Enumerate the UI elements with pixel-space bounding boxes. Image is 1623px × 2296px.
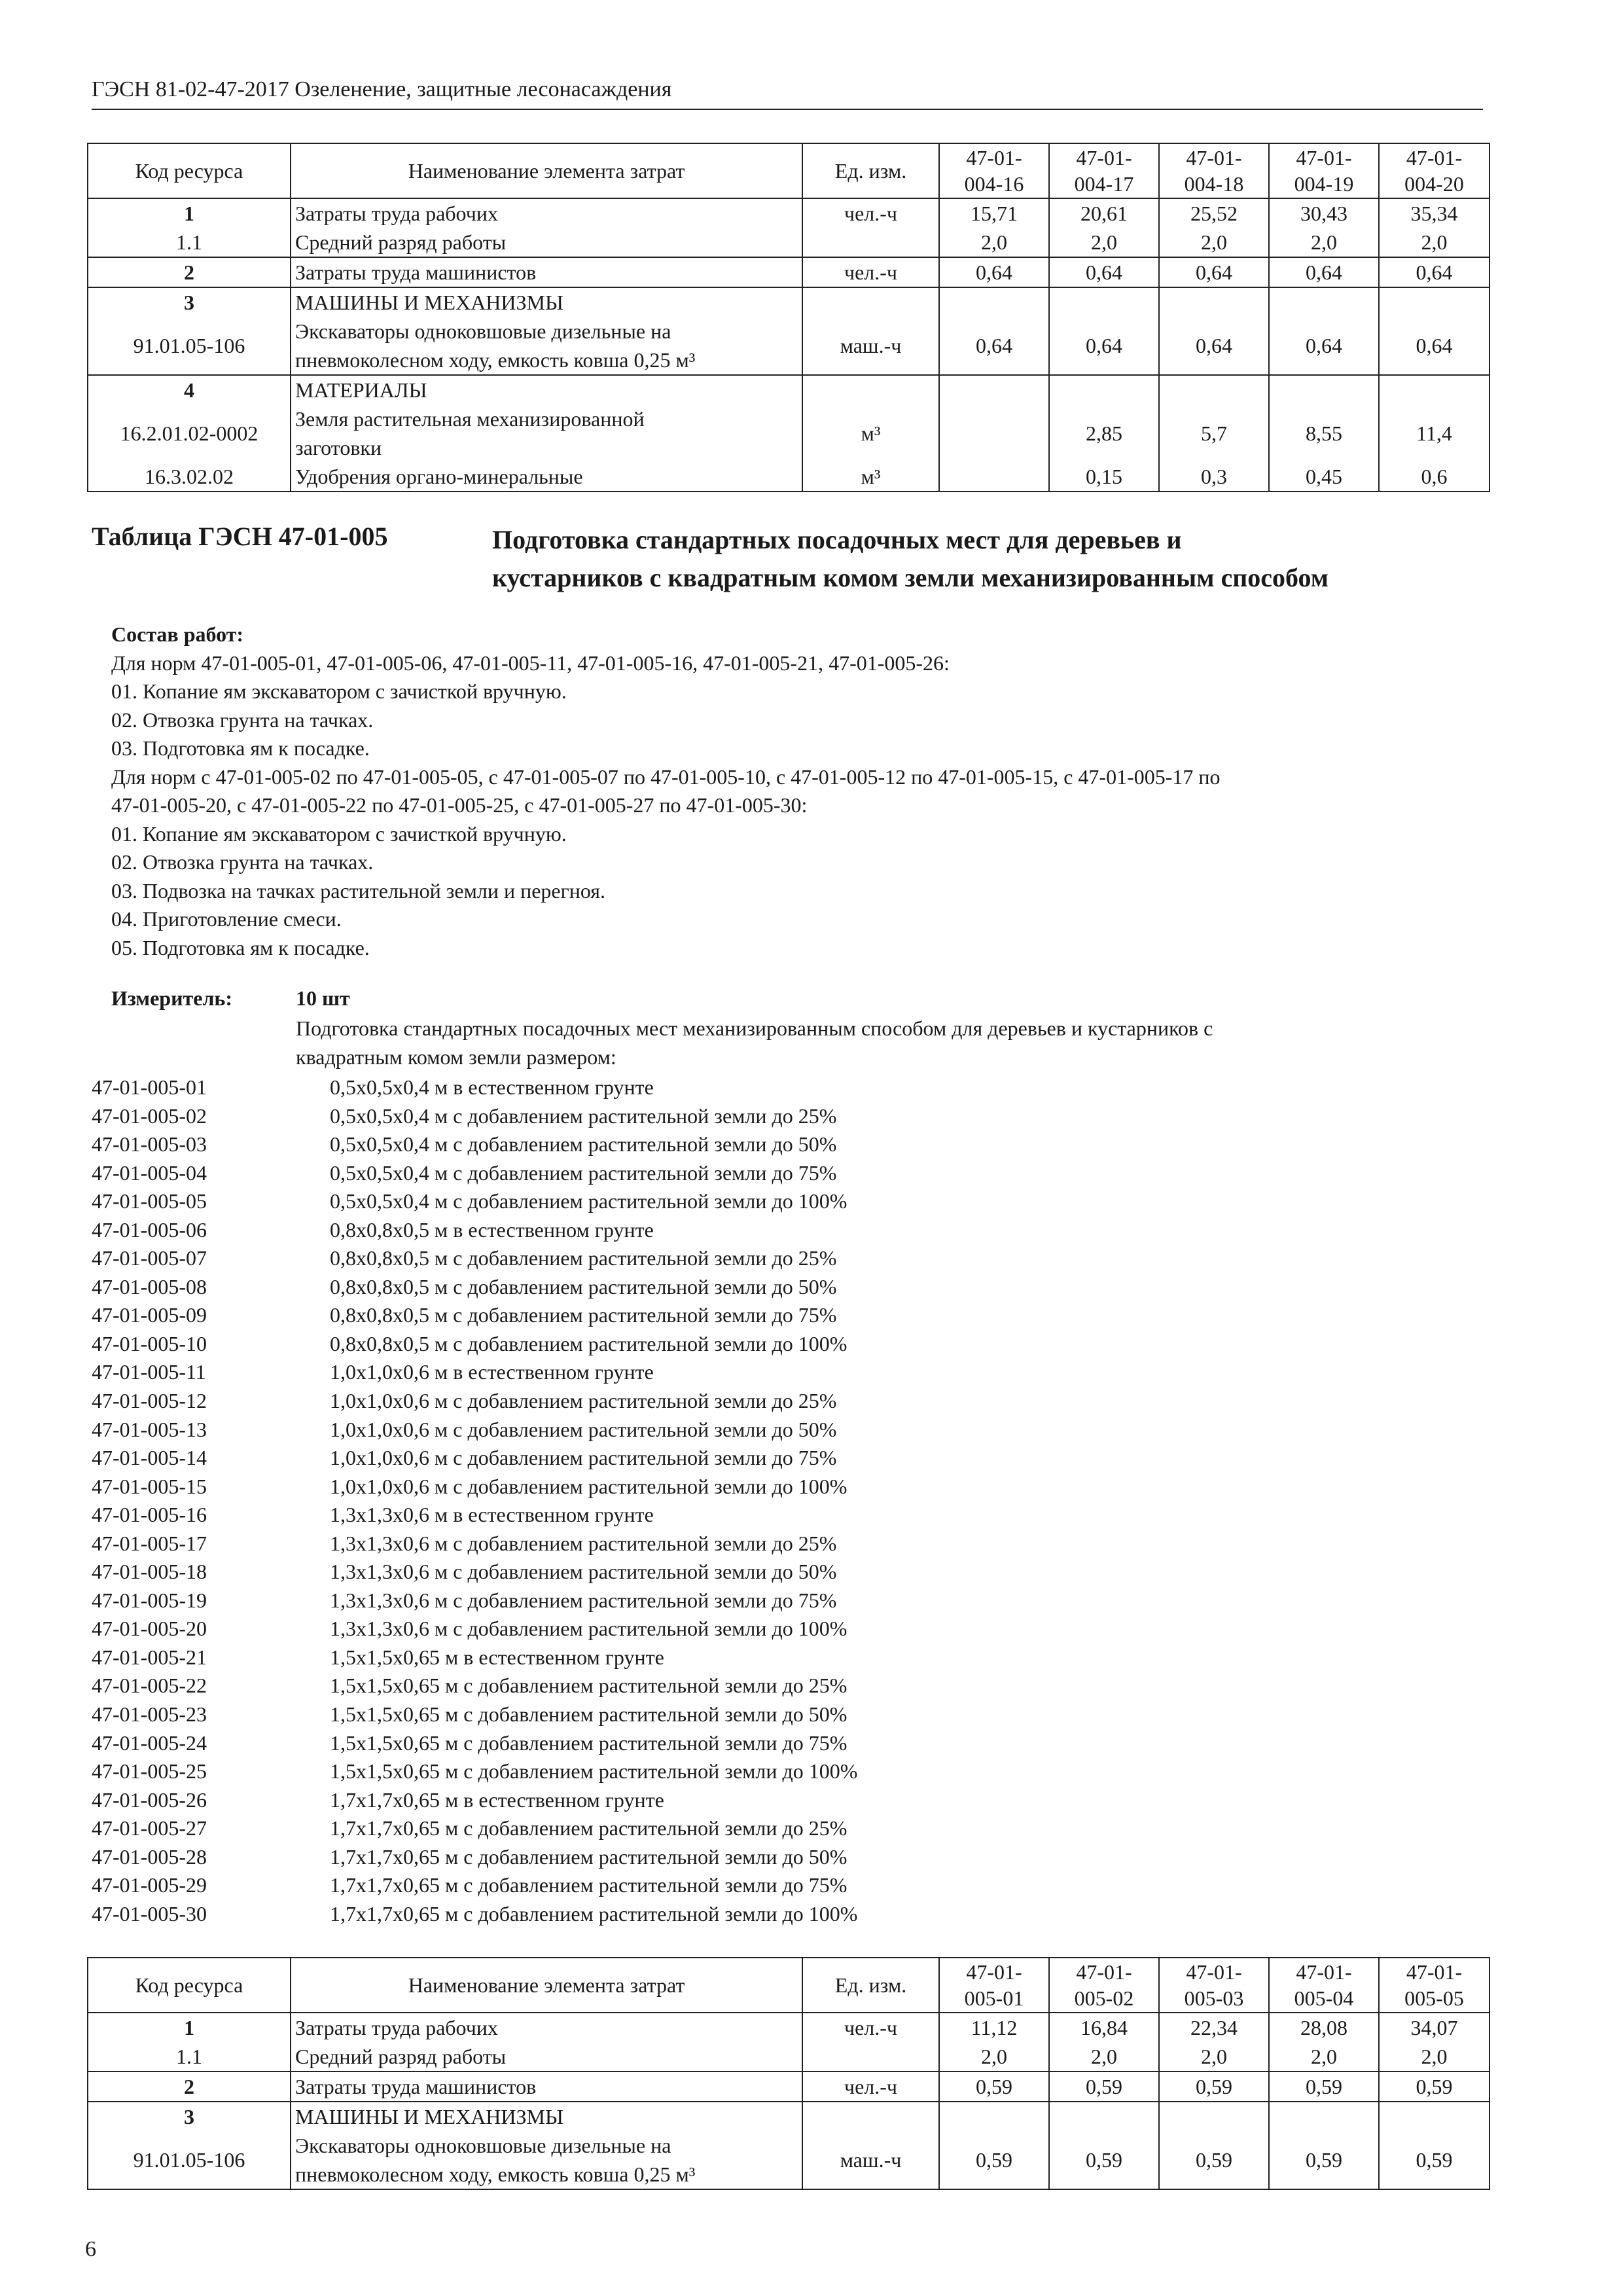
resource-value: 0,59: [1379, 2131, 1489, 2189]
resource-unit: чел.-ч: [802, 198, 939, 228]
resource-name-continued: заготовки: [295, 436, 382, 459]
resource-value: 5,7: [1159, 404, 1269, 462]
work-composition-line: 03. Подвозка на тачках растительной земли и перегноя.: [111, 878, 605, 903]
norm-item-description: 1,5х1,5х0,65 м с добавлением растительной земли до 25%: [330, 1674, 847, 1698]
header-norm-suffix: 005-01: [964, 1986, 1024, 2010]
resource-code: 16.3.02.02: [88, 462, 291, 492]
resource-value: 0,64: [1049, 257, 1159, 287]
norm-item: [92, 1416, 857, 1444]
resource-value: 0,6: [1379, 462, 1489, 492]
norm-item-description: 0,8х0,8х0,5 м в естественном грунте: [330, 1217, 654, 1242]
header-norm-prefix: 47-01-: [1406, 1960, 1463, 1984]
resource-value: [1269, 2102, 1379, 2131]
resource-value: [1269, 375, 1379, 404]
norm-item-code: 47-01-005-29: [92, 1873, 207, 1897]
resource-name: [291, 404, 802, 462]
norm-item: [92, 1244, 857, 1273]
norm-item: [92, 1558, 857, 1587]
resource-name: [291, 257, 802, 287]
norm-item: [92, 1615, 857, 1643]
resource-table-004: [87, 143, 1490, 492]
resource-name: [291, 2013, 802, 2042]
resource-value: 2,0: [1379, 228, 1489, 257]
table-row: [88, 375, 1489, 404]
norm-item: [92, 1358, 857, 1387]
resource-value: [1379, 287, 1489, 317]
resource-name: [291, 2131, 802, 2189]
resource-value: [1049, 375, 1159, 404]
resource-value: 0,59: [1049, 2072, 1159, 2102]
norm-item-description: 1,3х1,3х0,6 м с добавлением растительной земли до 100%: [330, 1617, 847, 1641]
header-norm-prefix: 47-01-: [966, 146, 1022, 170]
header-norm-suffix: 004-20: [1404, 172, 1464, 196]
norm-item-description: 0,5х0,5х0,4 м с добавлением растительной земли до 25%: [330, 1103, 837, 1128]
norm-item-code: 47-01-005-30: [92, 1901, 207, 1926]
resource-unit: чел.-ч: [802, 2072, 939, 2102]
header-norm-column: [1269, 143, 1379, 198]
resource-value: [939, 2102, 1049, 2131]
header-norm-prefix: 47-01-: [1186, 146, 1242, 170]
resource-value: 2,0: [1049, 2042, 1159, 2072]
norm-item-description: 1,7х1,7х0,65 м с добавлением растительной земли до 50%: [330, 1844, 847, 1869]
header-norm-column: [939, 1958, 1049, 2013]
resource-code: 1: [88, 198, 291, 228]
header-norm-suffix: 004-19: [1294, 172, 1354, 196]
header-norm-column: [1159, 143, 1269, 198]
resource-value: [1159, 2102, 1269, 2131]
header-norm-column: [1379, 143, 1489, 198]
norm-item: [92, 1387, 857, 1416]
resource-name-text: Затраты труда рабочих: [295, 2016, 498, 2039]
header-norm-column: [1379, 1958, 1489, 2013]
table-row: [88, 2042, 1489, 2072]
work-composition-line: 04. Приготовление смеси.: [111, 907, 342, 931]
header-norm-suffix: 005-05: [1404, 1986, 1464, 2010]
resource-name-text: Удобрения органо-минеральные: [295, 465, 583, 488]
resource-value: 8,55: [1269, 404, 1379, 462]
header-unit: Ед. изм.: [802, 143, 939, 198]
resource-value: 0,64: [1269, 257, 1379, 287]
work-composition-line: 02. Отвозка грунта на тачках.: [111, 850, 374, 874]
table-row: [88, 317, 1489, 375]
resource-value: 0,64: [1159, 317, 1269, 375]
resource-value: [939, 287, 1049, 317]
norm-item-description: 1,5х1,5х0,65 м с добавлением растительной земли до 100%: [330, 1759, 858, 1784]
norm-item-code: 47-01-005-09: [92, 1303, 207, 1327]
resource-value: 15,71: [939, 198, 1049, 228]
resource-code: 91.01.05-106: [88, 317, 291, 375]
norm-item: [92, 1729, 857, 1758]
resource-unit: чел.-ч: [802, 2013, 939, 2042]
resource-name-text: МАТЕРИАЛЫ: [295, 378, 427, 402]
norm-item: [92, 1301, 857, 1330]
header-norm-suffix: 005-04: [1294, 1986, 1354, 2010]
measure-desc-line-2: квадратным комом земли размером:: [296, 1045, 616, 1069]
norm-item-description: 0,5х0,5х0,4 м с добавлением растительной земли до 100%: [330, 1189, 847, 1213]
resource-code: 1: [88, 2013, 291, 2042]
document-header: ГЭСН 81-02-47-2017 Озеленение, защитные лесонасаждения: [92, 77, 672, 101]
resource-value: [1269, 287, 1379, 317]
resource-value: 0,59: [1049, 2131, 1159, 2189]
resource-value: [1159, 287, 1269, 317]
norm-item-description: 0,8х0,8х0,5 м с добавлением растительной земли до 50%: [330, 1274, 837, 1299]
resource-value: [1379, 375, 1489, 404]
header-norm-suffix: 004-18: [1184, 172, 1244, 196]
resource-name-text: Средний разряд работы: [295, 230, 507, 254]
resource-name-text: МАШИНЫ И МЕХАНИЗМЫ: [295, 2105, 563, 2128]
resource-code: 1.1: [88, 228, 291, 257]
norm-item-code: 47-01-005-02: [92, 1103, 207, 1128]
header-norm-prefix: 47-01-: [1296, 146, 1352, 170]
work-composition-heading: Состав работ:: [111, 622, 244, 646]
resource-name-text: МАШИНЫ И МЕХАНИЗМЫ: [295, 291, 563, 314]
norm-item-code: 47-01-005-24: [92, 1731, 207, 1755]
table-title-line-1: Подготовка стандартных посадочных мест для деревьев и: [492, 525, 1182, 554]
resource-value: 0,59: [1379, 2072, 1489, 2102]
norm-item: [92, 1900, 857, 1929]
resource-value: 0,45: [1269, 462, 1379, 492]
resource-value: 35,34: [1379, 198, 1489, 228]
work-composition-line: 01. Копание ям экскаватором с зачисткой вручную.: [111, 679, 567, 703]
resource-name: [291, 375, 802, 404]
resource-value: 0,59: [939, 2131, 1049, 2189]
resource-unit: [802, 228, 939, 257]
resource-value: 0,3: [1159, 462, 1269, 492]
norm-item-code: 47-01-005-27: [92, 1816, 207, 1840]
norm-item-description: 1,7х1,7х0,65 м в естественном грунте: [330, 1787, 664, 1812]
measure-desc-line-1: Подготовка стандартных посадочных мест механизированным способом для деревьев и кустарников с: [296, 1016, 1213, 1040]
resource-value: 2,0: [1049, 228, 1159, 257]
work-composition-line: 01. Копание ям экскаватором с зачисткой вручную.: [111, 821, 567, 846]
resource-value: 28,08: [1269, 2013, 1379, 2042]
resource-value: [939, 375, 1049, 404]
norm-item-code: 47-01-005-16: [92, 1503, 207, 1527]
norm-item-description: 1,7х1,7х0,65 м с добавлением растительной земли до 75%: [330, 1873, 847, 1897]
resource-unit: маш.-ч: [802, 317, 939, 375]
norm-items-list: [92, 1073, 857, 1928]
norm-item-description: 1,3х1,3х0,6 м с добавлением растительной земли до 50%: [330, 1560, 837, 1584]
norm-item: [92, 1273, 857, 1302]
header-norm-prefix: 47-01-: [1296, 1960, 1352, 1984]
norm-item-code: 47-01-005-14: [92, 1446, 207, 1470]
norm-item-code: 47-01-005-18: [92, 1560, 207, 1584]
resource-value: 11,12: [939, 2013, 1049, 2042]
norm-item-code: 47-01-005-06: [92, 1217, 207, 1242]
norm-item-code: 47-01-005-20: [92, 1617, 207, 1641]
norm-item: [92, 1871, 857, 1900]
norm-item: [92, 1187, 857, 1216]
table-title-code: Таблица ГЭСН 47-01-005: [92, 522, 388, 551]
resource-code: 2: [88, 257, 291, 287]
norm-item-description: 1,0х1,0х0,6 м с добавлением растительной земли до 100%: [330, 1474, 847, 1498]
table-row: [88, 257, 1489, 287]
resource-name-text: Экскаваторы одноковшовые дизельные на: [295, 2134, 671, 2157]
resource-value: [939, 462, 1049, 492]
resource-name-text: Земля растительная механизированной: [295, 407, 645, 431]
norm-item-code: 47-01-005-01: [92, 1075, 207, 1099]
table-row: [88, 404, 1489, 462]
norm-item: [92, 1757, 857, 1786]
norm-item-description: 1,0х1,0х0,6 м в естественном грунте: [330, 1360, 654, 1384]
norm-item-description: 0,5х0,5х0,4 м с добавлением растительной земли до 50%: [330, 1132, 837, 1157]
norm-item: [92, 1672, 857, 1700]
resource-name: [291, 2102, 802, 2131]
norm-item-description: 1,7х1,7х0,65 м с добавлением растительной земли до 25%: [330, 1816, 847, 1840]
header-norm-suffix: 005-03: [1184, 1986, 1244, 2010]
resource-value: 11,4: [1379, 404, 1489, 462]
resource-name: [291, 198, 802, 228]
norm-item-description: 1,5х1,5х0,65 м в естественном грунте: [330, 1645, 664, 1669]
resource-value: 2,0: [1159, 228, 1269, 257]
resource-name: [291, 287, 802, 317]
measure-label: Измеритель:: [111, 986, 232, 1010]
norm-item-code: 47-01-005-26: [92, 1787, 207, 1812]
header-norm-suffix: 004-16: [964, 172, 1024, 196]
table-header-row: [88, 143, 1489, 198]
resource-code: 1.1: [88, 2042, 291, 2072]
header-code: Код ресурса: [88, 1958, 291, 2013]
resource-name: [291, 228, 802, 257]
norm-item: [92, 1130, 857, 1159]
table-header-row: [88, 1958, 1489, 2013]
resource-name-text: Экскаваторы одноковшовые дизельные на: [295, 319, 671, 343]
resource-unit: [802, 375, 939, 404]
page-number: 6: [85, 2237, 96, 2261]
resource-name-continued: пневмоколесном ходу, емкость ковша 0,25 м³: [295, 348, 696, 372]
resource-value: [1379, 2102, 1489, 2131]
resource-value: 0,59: [1269, 2131, 1379, 2189]
norm-item-description: 1,7х1,7х0,65 м с добавлением растительной земли до 100%: [330, 1901, 858, 1926]
resource-name: [291, 2042, 802, 2072]
resource-value: 0,64: [1269, 317, 1379, 375]
norm-item-description: 1,0х1,0х0,6 м с добавлением растительной земли до 25%: [330, 1389, 837, 1413]
norm-item-description: 1,3х1,3х0,6 м с добавлением растительной земли до 75%: [330, 1588, 837, 1612]
norm-item-description: 0,8х0,8х0,5 м с добавлением растительной земли до 100%: [330, 1331, 847, 1355]
resource-value: 0,64: [1159, 257, 1269, 287]
norm-item: [92, 1444, 857, 1473]
resource-name-text: Средний разряд работы: [295, 2045, 507, 2068]
resource-value: 0,64: [1379, 317, 1489, 375]
work-composition: [111, 620, 1486, 962]
resource-value: [1049, 287, 1159, 317]
resource-code: 16.2.01.02-0002: [88, 404, 291, 462]
resource-value: 16,84: [1049, 2013, 1159, 2042]
resource-name-text: Затраты труда машинистов: [295, 260, 537, 284]
norm-item: [92, 1786, 857, 1815]
norm-item-code: 47-01-005-12: [92, 1389, 207, 1413]
resource-unit: чел.-ч: [802, 257, 939, 287]
header-norm-prefix: 47-01-: [1186, 1960, 1242, 1984]
norm-item: [92, 1473, 857, 1501]
header-norm-prefix: 47-01-: [1076, 1960, 1132, 1984]
table-row: [88, 462, 1489, 492]
norm-item-code: 47-01-005-25: [92, 1759, 207, 1784]
header-norm-prefix: 47-01-: [1406, 146, 1463, 170]
resource-value: 2,85: [1049, 404, 1159, 462]
header-code: Код ресурса: [88, 143, 291, 198]
header-name: Наименование элемента затрат: [291, 143, 802, 198]
resource-table-005: [87, 1957, 1490, 2190]
norm-item: [92, 1330, 857, 1359]
table-title-line-2: кустарников с квадратным комом земли механизированным способом: [492, 563, 1329, 592]
resource-value: 0,64: [939, 257, 1049, 287]
norm-item-code: 47-01-005-21: [92, 1645, 207, 1669]
table-row: [88, 2131, 1489, 2189]
resource-value: [939, 404, 1049, 462]
norm-item-description: 1,3х1,3х0,6 м с добавлением растительной земли до 25%: [330, 1531, 837, 1555]
norm-item-description: 1,5х1,5х0,65 м с добавлением растительной земли до 75%: [330, 1731, 847, 1755]
table-row: [88, 198, 1489, 228]
norm-item-description: 1,0х1,0х0,6 м с добавлением растительной земли до 75%: [330, 1446, 837, 1470]
norm-item: [92, 1073, 857, 1102]
norm-item-code: 47-01-005-17: [92, 1531, 207, 1555]
table-row: [88, 2102, 1489, 2131]
table-row: [88, 2013, 1489, 2042]
header-norm-prefix: 47-01-: [1076, 146, 1132, 170]
norm-item-code: 47-01-005-22: [92, 1674, 207, 1698]
resource-value: 25,52: [1159, 198, 1269, 228]
resource-value: 0,59: [1159, 2131, 1269, 2189]
table-row: [88, 2072, 1489, 2102]
header-norm-column: [1049, 143, 1159, 198]
work-composition-line: Для норм с 47-01-005-02 по 47-01-005-05, с 47-01-005-07 по 47-01-005-10, с 47-01-005-12 по 47-01-005-15, с 47-01-005-17 по: [111, 764, 1221, 789]
resource-value: 0,64: [1379, 257, 1489, 287]
resource-unit: [802, 2042, 939, 2072]
resource-value: 0,59: [939, 2072, 1049, 2102]
header-norm-suffix: 005-02: [1074, 1986, 1134, 2010]
resource-value: 2,0: [1269, 2042, 1379, 2072]
measure-description: [296, 1014, 1474, 1071]
resource-code: 2: [88, 2072, 291, 2102]
norm-item-code: 47-01-005-11: [92, 1360, 206, 1384]
norm-item-code: 47-01-005-15: [92, 1474, 207, 1498]
table-row: [88, 228, 1489, 257]
norm-item-code: 47-01-005-10: [92, 1331, 207, 1355]
norm-item: [92, 1643, 857, 1672]
resource-value: 2,0: [939, 228, 1049, 257]
norm-item-code: 47-01-005-13: [92, 1417, 207, 1441]
resource-code: 91.01.05-106: [88, 2131, 291, 2189]
resource-unit: м³: [802, 462, 939, 492]
norm-item: [92, 1501, 857, 1530]
resource-code: 4: [88, 375, 291, 404]
work-composition-line: 05. Подготовка ям к посадке.: [111, 935, 370, 960]
work-composition-line: Для норм 47-01-005-01, 47-01-005-06, 47-01-005-11, 47-01-005-16, 47-01-005-21, 47-01-005-26:: [111, 651, 950, 675]
resource-code: 3: [88, 2102, 291, 2131]
norm-item: [92, 1700, 857, 1729]
norm-item-description: 1,0х1,0х0,6 м с добавлением растительной земли до 50%: [330, 1417, 837, 1441]
norm-item-description: 0,5х0,5х0,4 м с добавлением растительной земли до 75%: [330, 1160, 837, 1185]
work-composition-line: 47-01-005-20, с 47-01-005-22 по 47-01-005-25, с 47-01-005-27 по 47-01-005-30:: [111, 793, 808, 817]
resource-unit: маш.-ч: [802, 2131, 939, 2189]
norm-item-code: 47-01-005-23: [92, 1702, 207, 1727]
norm-item: [92, 1159, 857, 1188]
norm-item-code: 47-01-005-08: [92, 1274, 207, 1299]
resource-value: 2,0: [939, 2042, 1049, 2072]
resource-value: 0,15: [1049, 462, 1159, 492]
resource-name-continued: пневмоколесном ходу, емкость ковша 0,25 м³: [295, 2162, 696, 2186]
work-composition-lines: [111, 649, 1486, 963]
norm-item: [92, 1102, 857, 1131]
resource-code: 3: [88, 287, 291, 317]
resource-unit: м³: [802, 404, 939, 462]
norm-item: [92, 1530, 857, 1558]
norm-item-description: 0,8х0,8х0,5 м с добавлением растительной земли до 75%: [330, 1303, 837, 1327]
resource-value: 0,64: [1049, 317, 1159, 375]
resource-value: 2,0: [1379, 2042, 1489, 2072]
norm-item-description: 1,5х1,5х0,65 м с добавлением растительной земли до 50%: [330, 1702, 847, 1727]
resource-value: 30,43: [1269, 198, 1379, 228]
norm-item-description: 0,8х0,8х0,5 м с добавлением растительной земли до 25%: [330, 1246, 837, 1270]
norm-item-code: 47-01-005-04: [92, 1160, 207, 1185]
measure-unit: 10 шт: [296, 986, 350, 1010]
header-unit: Ед. изм.: [802, 1958, 939, 2013]
norm-item-code: 47-01-005-05: [92, 1189, 207, 1213]
header-norm-column: [1159, 1958, 1269, 2013]
norm-item: [92, 1216, 857, 1245]
header-norm-column: [1269, 1958, 1379, 2013]
norm-item-code: 47-01-005-28: [92, 1844, 207, 1869]
header-norm-column: [939, 143, 1049, 198]
norm-item-description: 1,3х1,3х0,6 м в естественном грунте: [330, 1503, 654, 1527]
resource-unit: [802, 2102, 939, 2131]
resource-value: [1049, 2102, 1159, 2131]
resource-value: 22,34: [1159, 2013, 1269, 2042]
resource-value: 0,59: [1269, 2072, 1379, 2102]
work-composition-line: 02. Отвозка грунта на тачках.: [111, 708, 374, 732]
resource-value: 20,61: [1049, 198, 1159, 228]
resource-unit: [802, 287, 939, 317]
resource-value: 2,0: [1159, 2042, 1269, 2072]
table-title-text: [492, 521, 1487, 597]
header-name: Наименование элемента затрат: [291, 1958, 802, 2013]
resource-value: [1159, 375, 1269, 404]
resource-name-text: Затраты труда машинистов: [295, 2075, 537, 2098]
resource-name: [291, 2072, 802, 2102]
norm-item: [92, 1587, 857, 1615]
resource-name-text: Затраты труда рабочих: [295, 202, 498, 225]
norm-item-code: 47-01-005-03: [92, 1132, 207, 1157]
header-norm-suffix: 004-17: [1074, 172, 1134, 196]
header-rule: [92, 109, 1483, 110]
resource-value: 2,0: [1269, 228, 1379, 257]
resource-value: 34,07: [1379, 2013, 1489, 2042]
norm-item-description: 0,5х0,5х0,4 м в естественном грунте: [330, 1075, 654, 1099]
header-norm-column: [1049, 1958, 1159, 2013]
resource-name: [291, 462, 802, 492]
work-composition-line: 03. Подготовка ям к посадке.: [111, 736, 370, 760]
header-norm-prefix: 47-01-: [966, 1960, 1022, 1984]
norm-item: [92, 1843, 857, 1872]
norm-item: [92, 1814, 857, 1843]
resource-value: 0,64: [939, 317, 1049, 375]
table-row: [88, 287, 1489, 317]
resource-value: 0,59: [1159, 2072, 1269, 2102]
norm-item-code: 47-01-005-19: [92, 1588, 207, 1612]
resource-name: [291, 317, 802, 375]
norm-item-code: 47-01-005-07: [92, 1246, 207, 1270]
